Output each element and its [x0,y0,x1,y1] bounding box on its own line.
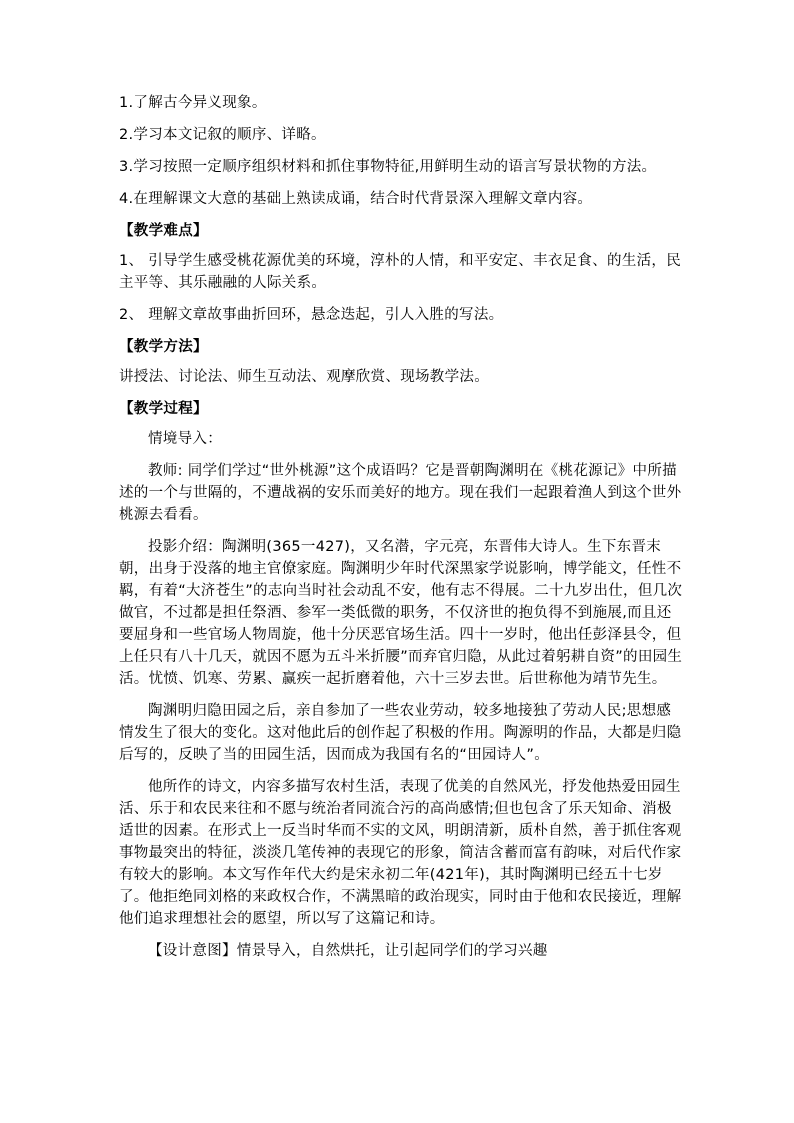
methods-text: 讲授法、讨论法、师生互动法、观摩欣赏、现场教学法。 [119,369,489,385]
methods-heading: 【教学方法】 [119,339,208,355]
design-intent: 【设计意图】情景导入，自然烘托，让引起同学们的学习兴趣 [148,943,548,959]
process-heading: 【教学过程】 [119,401,208,417]
author-bio-paragraph: 投影介绍：陶渊明(365一427)，又名潜，字元亮，东晋伟大诗人。生下东晋末朝，出身于没落的地主官僚家庭。陶渊明少年时代深黑家学说影响，博学能文，任性不羁，有着“大济苍生”的志向当时社会动乱不安，他有志不得展。二十九岁出仕，但几次做官，不过都是担任祭酒、参军一类低微的职务，不仅济世的抱负得不到施展,而且还要屈身和一些官场人物周旋，他十分厌恶官场生活。四十一岁时，他出任彭泽县令，但上任只有八十几天，就因不愿为五斗米折腰”而弃官归隐，从此过着躬耕自资”的田园生活。忧愤、饥寒、劳累、赢疾一起折磨着他，六十三岁去世。后世称他为靖节先生。 [119,539,683,687]
retirement-paragraph: 陶渊明归隐田园之后，亲自参加了一些农业劳动，较多地接独了劳动人民;思想感情发生了很大的变化。这对他此后的创作起了积极的作用。陶源明的作品，大都是归隐后写的，反映了当的田园生活，因而成为我国有名的“田园诗人”。 [119,703,682,763]
document-body [119,92,685,972]
situation-intro-label: 情境导入： [148,431,222,447]
difficulty-heading: 【教学难点】 [119,223,208,239]
difficulty-item-1: 1、 引导学生感受桃花源优美的环境，淳朴的人情，和平安定、丰衣足食、的生活，民主平等、其乐融融的人际关系。 [119,253,682,291]
works-paragraph: 他所作的诗文，内容多描写农村生活，表现了优美的自然风光，抒发他热爱田园生活、乐于和农民来往和不愿与统治者同流合污的高尚感情;但也包含了乐天知命、消极适世的因素。在形式上一反当时华而不实的文风，明朗清新，质朴自然，善于抓住客观事物最突出的特征，淡淡几笔传神的表现它的形象，简洁含蓄而富有韵味，对后代作家有较大的影响。本文写作年代大约是宋永初二年(421年)，其时陶渊明已经五十七岁了。他拒绝同刘格的来政权合作，不满黑暗的政治现实，同时由于他和农民接近，理解他们追求理想社会的愿望，所以写了这篇记和诗。 [119,779,682,927]
difficulty-item-2: 2、 理解文章故事曲折回环，悬念迭起，引人入胜的写法。 [119,307,504,323]
objective-1: 1.了解古今异义现象。 [119,95,267,111]
objective-2: 2.学习本文记叙的顺序、详略。 [119,127,326,143]
objective-4: 4.在理解课文大意的基础上熟读成诵，结合时代背景深入理解文章内容。 [119,191,593,207]
teacher-intro-paragraph: 教师: 同学们学过“世外桃源”这个成语吗？它是晋朝陶渊明在《桃花源记》中所描述的一个与世隔的，不遭战祸的安乐而美好的地方。现在我们一起跟着渔人到这个世外桃源去看看。 [119,463,682,523]
objective-3: 3.学习按照一定顺序组织材料和抓住事物特征,用鲜明生动的语言写景状物的方法。 [119,159,657,175]
